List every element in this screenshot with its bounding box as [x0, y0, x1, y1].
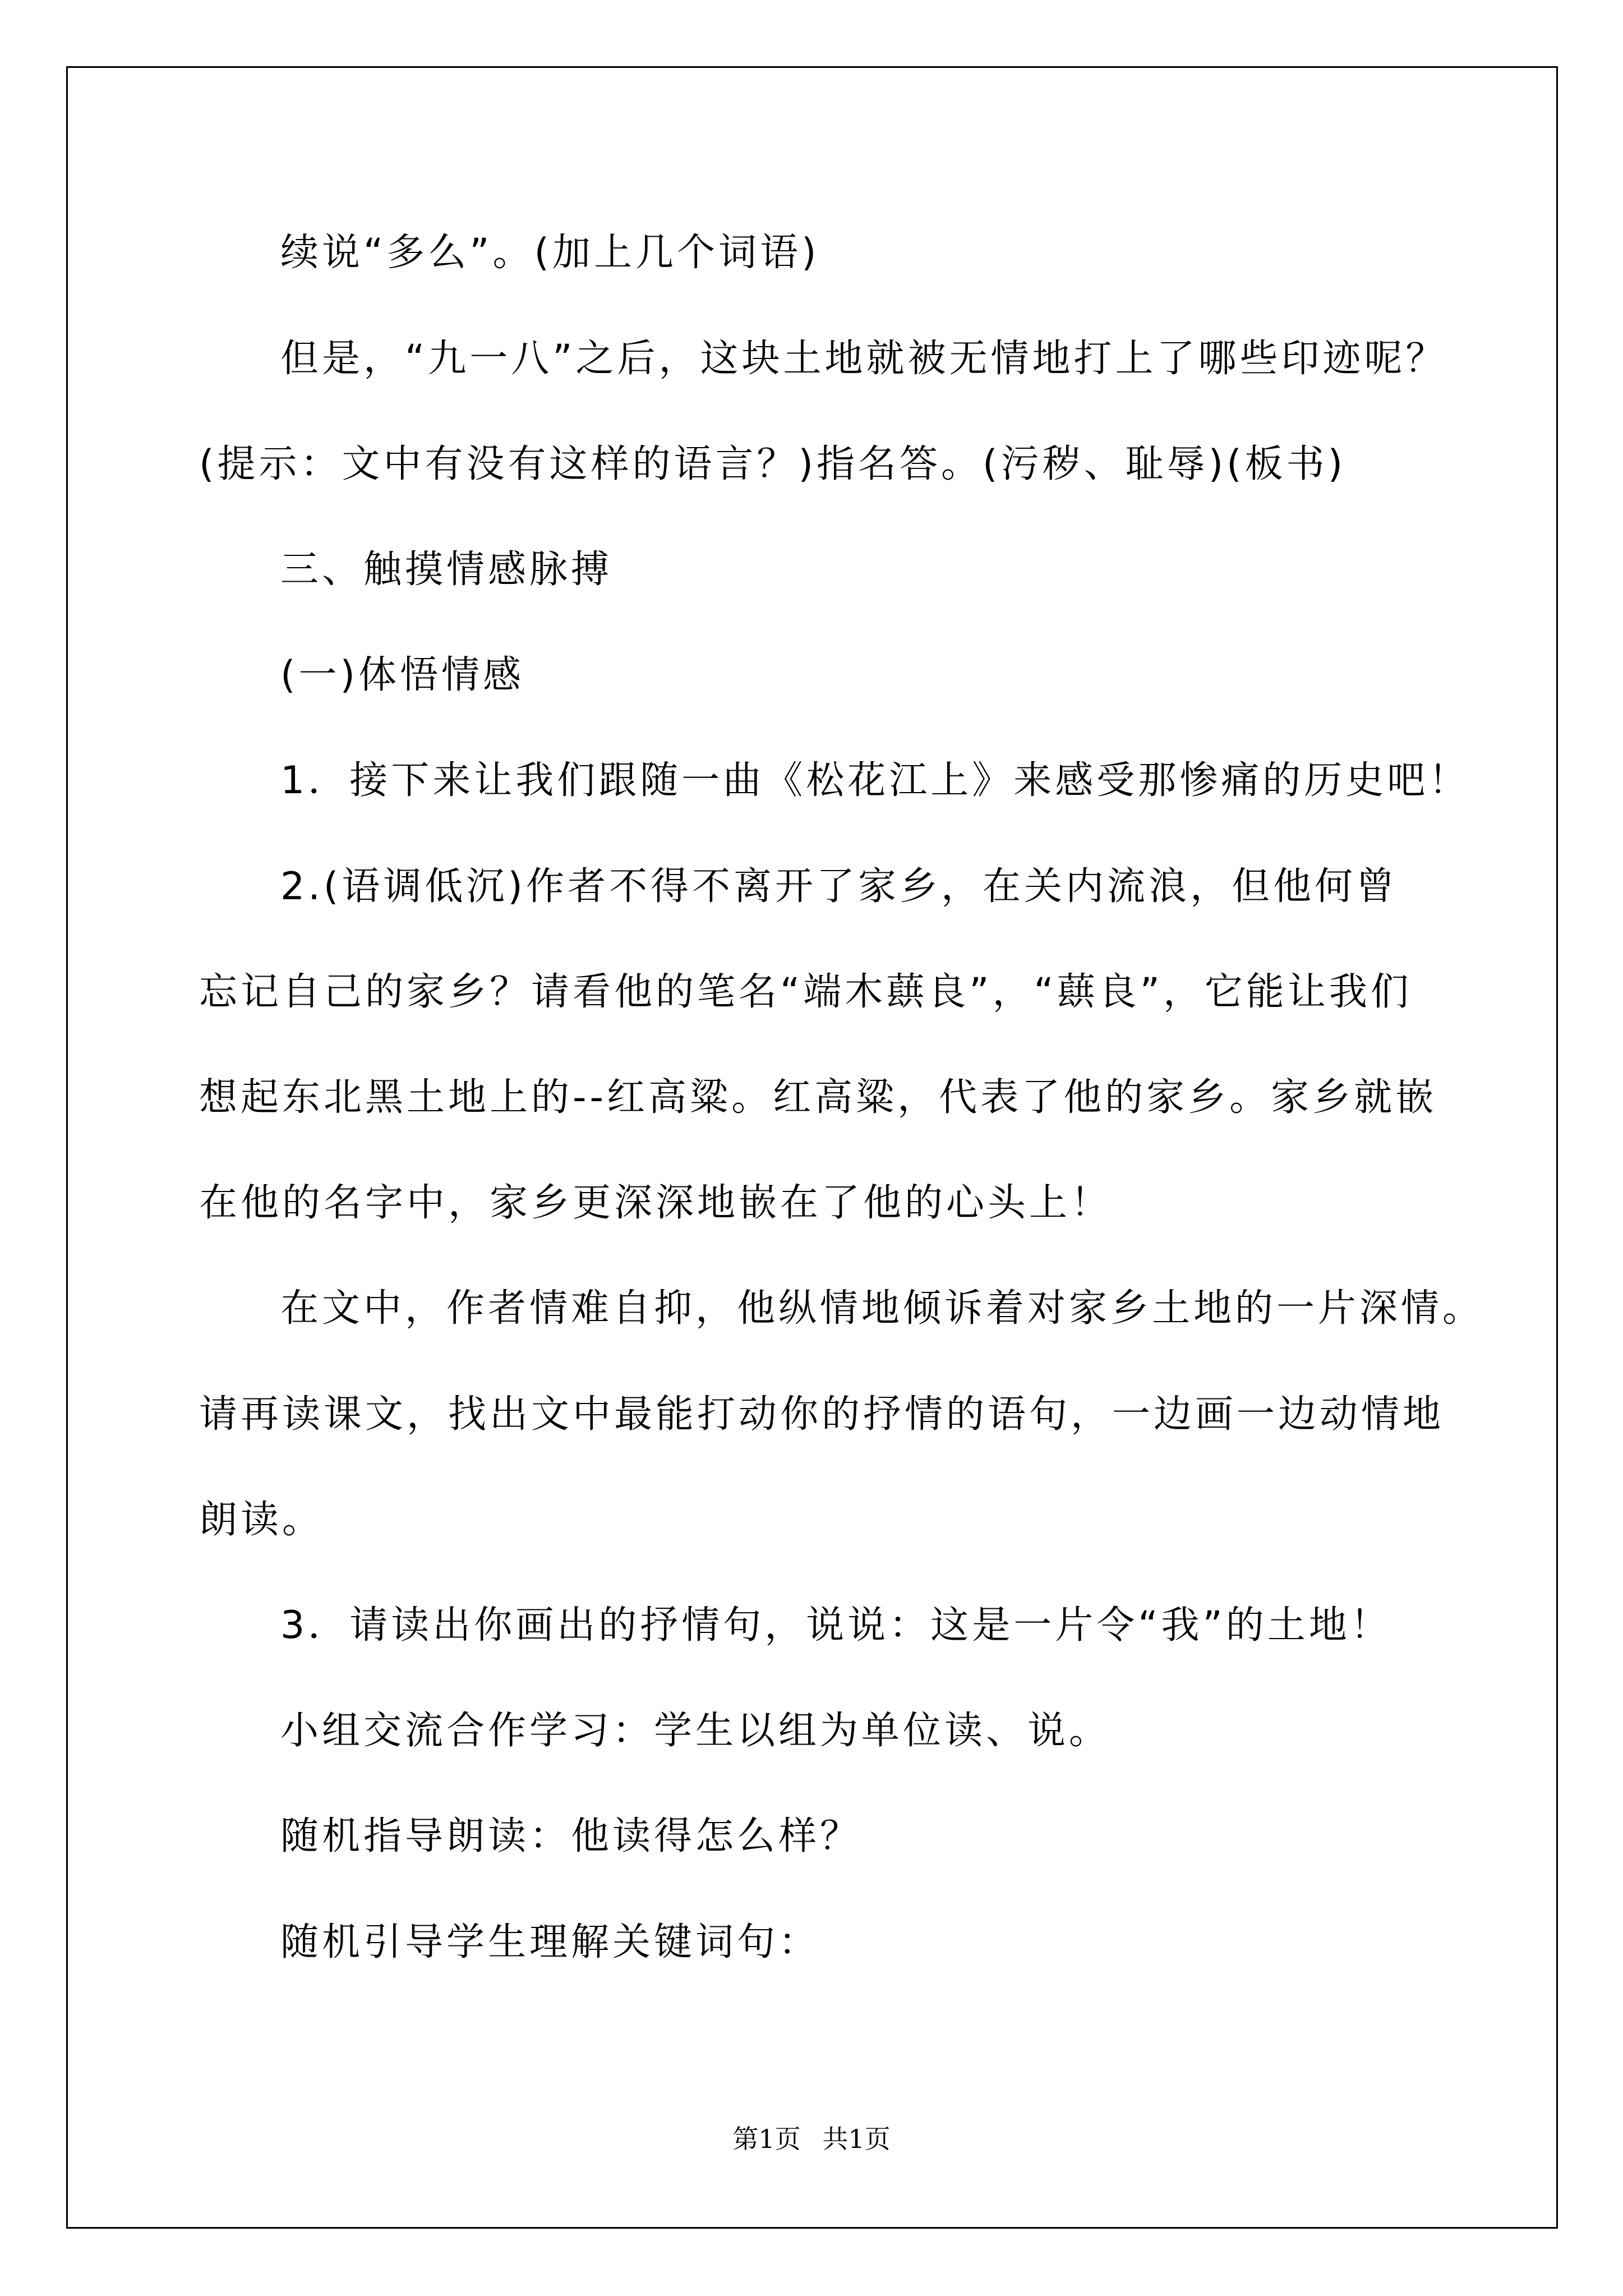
paragraph-line: 1．接下来让我们跟随一曲《松花江上》来感受那惨痛的历史吧！	[280, 758, 1470, 803]
page-number: 第1页	[732, 2124, 801, 2154]
paragraph-line: 但是，“九一八”之后，这块土地就被无情地打上了哪些印迹呢？	[280, 337, 1447, 381]
paragraph-line: 想起东北黑土地上的--红高粱。红高粱，代表了他的家乡。家乡就嵌	[199, 1075, 1437, 1120]
page-footer	[0, 2126, 1623, 2152]
paragraph-line: 请再读课文，找出文中最能打动你的抒情的语句，一边画一边动情地	[199, 1392, 1445, 1437]
paragraph-line: 在文中，作者情难自抑，他纵情地倾诉着对家乡土地的一片深情。	[280, 1286, 1484, 1331]
paragraph-line: 随机指导朗读：他读得怎么样？	[280, 1814, 862, 1858]
paragraph-line: 续说“多么”。(加上几个词语)	[280, 231, 820, 275]
paragraph-line: 忘记自己的家乡？请看他的笔名“端木蕻良”，“蕻良”，它能让我们	[199, 970, 1412, 1014]
subsection-heading: (一)体悟情感	[280, 653, 525, 697]
page-border	[66, 66, 1558, 2229]
paragraph-line: (提示：文中有没有这样的语言？)指名答。(污秽、耻辱)(板书)	[199, 442, 1347, 486]
paragraph-line: 2.(语调低沉)作者不得不离开了家乡，在关内流浪，但他何曾	[280, 864, 1398, 909]
page-total: 共1页	[822, 2124, 891, 2154]
paragraph-line: 在他的名字中，家乡更深深地嵌在了他的心头上！	[199, 1181, 1113, 1225]
paragraph-line: 3．请读出你画出的抒情句，说说：这是一片令“我”的土地！	[280, 1603, 1392, 1648]
paragraph-line: 朗读。	[199, 1498, 324, 1542]
section-heading: 三、触摸情感脉搏	[280, 547, 613, 592]
paragraph-line: 随机引导学生理解关键词句：	[280, 1920, 820, 1964]
paragraph-line: 小组交流合作学习：学生以组为单位读、说。	[280, 1709, 1111, 1753]
